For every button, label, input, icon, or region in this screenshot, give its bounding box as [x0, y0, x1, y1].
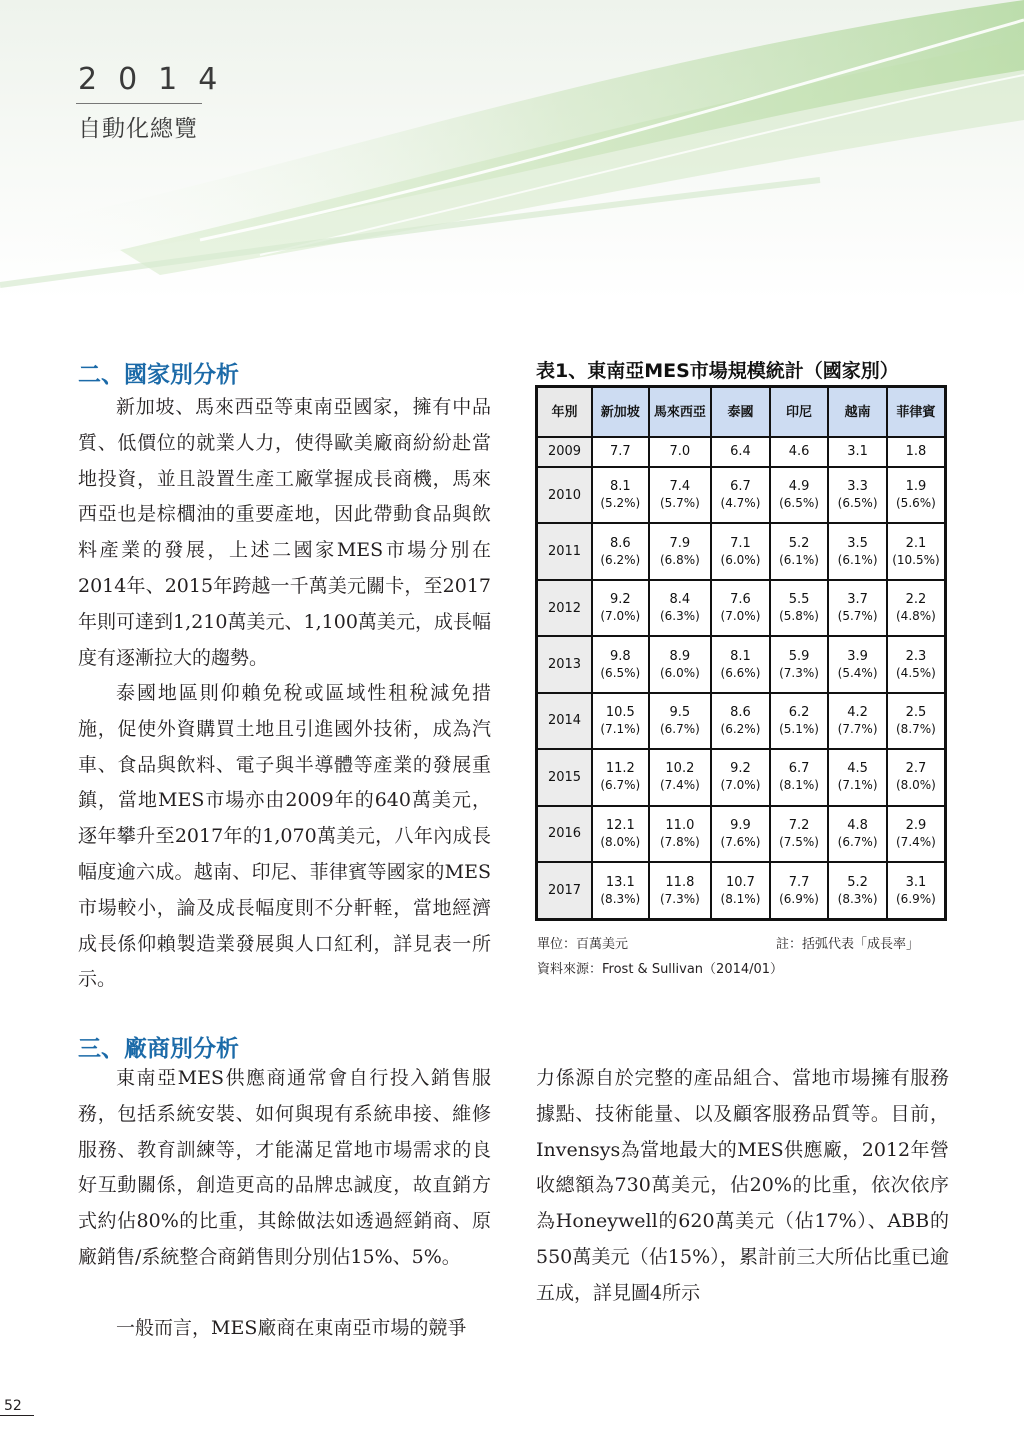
- cell-value: 2.9: [905, 817, 927, 833]
- table-cell: [828, 580, 887, 636]
- table-cell: [770, 636, 829, 692]
- table-cell: [887, 749, 946, 805]
- table-cell: [592, 437, 649, 467]
- cell-value: 7.9: [669, 535, 691, 551]
- cell-growth-rate: (5.8%): [779, 609, 819, 624]
- table-cell: [649, 437, 712, 467]
- table-cell: [770, 693, 829, 749]
- cell-value: 4.5: [847, 761, 868, 777]
- cell-value: 10.7: [725, 874, 755, 890]
- cell-growth-rate: (8.0%): [600, 834, 641, 849]
- cell-value: 3.9: [847, 648, 868, 664]
- table-cell: [592, 693, 649, 749]
- table-cell: [828, 437, 887, 467]
- cell-growth-rate: (6.2%): [720, 721, 761, 736]
- table-cell: [592, 523, 649, 579]
- section3-paragraph-1: 東南亞MES供應商通常會自行投入銷售服務，包括系統安裝、如何與現有系統串接、維修服務、教育訓練等，才能滿足當地市場需求的良好互動關係，創造更高的品牌忠誠度，故直銷方式約佔80%的比重，其餘做法如透過經銷商、原廠銷售/系統整合商銷售則分別佔15%、5%。: [78, 1067, 491, 1268]
- cell-growth-rate: (8.3%): [600, 891, 641, 906]
- table-cell-year: 2010: [537, 467, 593, 523]
- table-caption: 表1、東南亞MES市場規模統計（國家別）: [536, 360, 899, 382]
- cell-growth-rate: (7.1%): [600, 721, 641, 736]
- cell-value: 8.9: [669, 648, 691, 664]
- cell-value: 6.7: [788, 761, 810, 777]
- section3-paragraph-continued: 力係源自於完整的產品組合、當地市場擁有服務據點、技術能量、以及顧客服務品質等。目前，Invensys為當地最大的MES供應廠，2012年營收總額為730萬美元，佔20%的比重，依次依序為Honeywell的620萬美元（佔17%）、ABB的550萬美元（佔15%），累計前三大所佔比重已逾五成，詳見圖4所示: [536, 1067, 949, 1304]
- table-row: [537, 523, 946, 579]
- table-cell: [887, 806, 946, 862]
- cell-growth-rate: (5.2%): [600, 496, 641, 511]
- table-cell: [711, 806, 770, 862]
- cell-value: 4.2: [847, 704, 868, 720]
- header-divider: [76, 103, 202, 104]
- table-cell: [649, 749, 712, 805]
- table-body: [537, 437, 946, 920]
- cell-growth-rate: (6.2%): [600, 552, 641, 567]
- cell-value: 2.5: [905, 704, 927, 720]
- cell-growth-rate: (7.0%): [720, 778, 761, 793]
- cell-growth-rate: (8.1%): [779, 778, 819, 793]
- cell-growth-rate: (8.7%): [896, 721, 936, 736]
- table-cell-year: 2012: [537, 580, 593, 636]
- table-row: [537, 580, 946, 636]
- cell-growth-rate: (7.4%): [896, 834, 936, 849]
- table-cell: [828, 636, 887, 692]
- table-cell: [592, 749, 649, 805]
- cell-value: 6.4: [730, 444, 751, 460]
- table-cell: [887, 693, 946, 749]
- table-cell-year: 2017: [537, 862, 593, 919]
- cell-growth-rate: (8.1%): [720, 891, 761, 906]
- cell-value: 8.1: [609, 479, 631, 495]
- cell-growth-rate: (7.0%): [720, 609, 761, 624]
- cell-value: 3.1: [905, 874, 927, 890]
- table-cell-year: 2011: [537, 523, 593, 579]
- cell-value: 9.9: [730, 817, 751, 833]
- cell-growth-rate: (7.6%): [720, 834, 761, 849]
- cell-growth-rate: (6.5%): [837, 496, 878, 511]
- cell-growth-rate: (7.3%): [779, 665, 819, 680]
- cell-growth-rate: (6.7%): [837, 834, 878, 849]
- table-cell: [770, 749, 829, 805]
- table-cell: [887, 862, 946, 919]
- cell-value: 7.4: [669, 479, 691, 495]
- cell-growth-rate: (4.5%): [896, 665, 936, 680]
- cell-value: 3.1: [847, 444, 868, 460]
- cell-value: 11.0: [665, 817, 695, 833]
- cell-value: 12.1: [605, 817, 635, 833]
- cell-growth-rate: (4.7%): [720, 496, 761, 511]
- header-banner: [0, 0, 1024, 300]
- cell-growth-rate: (7.8%): [659, 834, 700, 849]
- cell-growth-rate: (6.7%): [600, 778, 641, 793]
- cell-growth-rate: (5.7%): [659, 496, 700, 511]
- table-cell: [770, 580, 829, 636]
- table-cell-year: 2013: [537, 636, 593, 692]
- table-cell: [649, 862, 712, 919]
- table-cell: [770, 437, 829, 467]
- table-cell: [828, 806, 887, 862]
- table-cell: [592, 580, 649, 636]
- table-cell: [649, 636, 712, 692]
- cell-growth-rate: (7.3%): [659, 891, 700, 906]
- table-cell-year: 2014: [537, 693, 593, 749]
- cell-value: 10.2: [665, 761, 695, 777]
- cell-growth-rate: (5.4%): [837, 665, 878, 680]
- cell-value: 11.8: [665, 874, 695, 890]
- section2-heading: 二、國家別分析: [78, 362, 239, 388]
- cell-value: 2.1: [905, 535, 927, 551]
- table-cell: [711, 467, 770, 523]
- section3-heading: 三、廠商別分析: [78, 1036, 239, 1062]
- table-cell: [887, 636, 946, 692]
- table-cell: [711, 580, 770, 636]
- table-cell: [770, 467, 829, 523]
- cell-growth-rate: (4.8%): [896, 609, 936, 624]
- table-cell: [828, 467, 887, 523]
- cell-value: 1.9: [905, 479, 927, 495]
- table-cell: [592, 467, 649, 523]
- cell-growth-rate: (6.0%): [720, 552, 761, 567]
- table-cell-year: 2016: [537, 806, 593, 862]
- cell-value: 4.6: [788, 444, 810, 460]
- table-header-country: 新加坡: [592, 387, 649, 438]
- table-row: [537, 693, 946, 749]
- cell-growth-rate: (5.1%): [779, 721, 819, 736]
- cell-value: 5.2: [847, 874, 868, 890]
- table-cell: [770, 862, 829, 919]
- cell-growth-rate: (8.3%): [837, 891, 878, 906]
- table-header-row: [537, 387, 946, 438]
- table-header-country: 馬來西亞: [649, 387, 712, 438]
- table-header-country: 菲律賓: [887, 387, 946, 438]
- cell-value: 7.7: [609, 444, 631, 460]
- table-cell: [649, 523, 712, 579]
- cell-value: 7.1: [730, 535, 751, 551]
- cell-value: 9.8: [609, 648, 631, 664]
- section2-paragraph-1: 新加坡、馬來西亞等東南亞國家，擁有中品質、低價位的就業人力，使得歐美廠商紛紛赴當地投資，並且設置生產工廠掌握成長商機，馬來西亞也是棕櫚油的重要產地，因此帶動食品與飲料產業的發展，上述二國家MES市場分別在2014年、2015年跨越一千萬美元關卡，至2017年則可達到1,210萬美元、1,100萬美元，成長幅度有逐漸拉大的趨勢。: [78, 396, 491, 669]
- table-cell: [828, 693, 887, 749]
- table-cell: [828, 862, 887, 919]
- table-cell-year: 2015: [537, 749, 593, 805]
- table-cell: [711, 749, 770, 805]
- table-cell: [711, 862, 770, 919]
- cell-value: 11.2: [605, 761, 635, 777]
- cell-value: 5.9: [788, 648, 810, 664]
- cell-value: 2.7: [905, 761, 927, 777]
- table-cell: [828, 749, 887, 805]
- cell-value: 8.1: [730, 648, 751, 664]
- cell-growth-rate: (7.1%): [837, 778, 878, 793]
- cell-growth-rate: (6.1%): [779, 552, 819, 567]
- cell-value: 3.5: [847, 535, 868, 551]
- cell-value: 7.7: [788, 874, 810, 890]
- table-cell: [770, 523, 829, 579]
- cell-value: 6.2: [788, 704, 810, 720]
- cell-value: 8.6: [730, 704, 751, 720]
- cell-value: 9.2: [609, 592, 631, 608]
- cell-value: 8.6: [609, 535, 631, 551]
- cell-value: 5.5: [788, 592, 810, 608]
- table-header-country: 泰國: [711, 387, 770, 438]
- table-cell: [711, 636, 770, 692]
- table-cell: [711, 693, 770, 749]
- cell-growth-rate: (6.7%): [659, 721, 700, 736]
- cell-value: 8.4: [669, 592, 691, 608]
- section2-paragraph-2: 泰國地區則仰賴免稅或區域性租稅減免措施，促使外資購買土地且引進國外技術，成為汽車、食品與飲料、電子與半導體等產業的發展重鎮，當地MES市場亦由2009年的640萬美元，逐年攀升至2017年的1,070萬美元，八年內成長幅度逾六成。越南、印尼、菲律賓等國家的MES市場較小，論及成長幅度則不分軒輊，當地經濟成長係仰賴製造業發展與人口紅利，詳見表一所示。: [78, 682, 491, 991]
- page-number-rule: [0, 1415, 34, 1416]
- cell-growth-rate: (7.0%): [600, 609, 641, 624]
- table-cell: [592, 636, 649, 692]
- cell-value: 4.9: [788, 479, 810, 495]
- header-year: 2014: [78, 62, 239, 97]
- market-size-table: [535, 385, 947, 921]
- cell-value: 1.8: [905, 444, 927, 460]
- table-row: [537, 806, 946, 862]
- cell-growth-rate: (7.5%): [779, 834, 819, 849]
- unit-note: 單位：百萬美元: [537, 937, 629, 952]
- cell-value: 3.3: [847, 479, 868, 495]
- table-cell: [649, 693, 712, 749]
- table-cell: [887, 580, 946, 636]
- cell-growth-rate: (7.7%): [837, 721, 878, 736]
- cell-value: 7.2: [788, 817, 810, 833]
- table-row: [537, 749, 946, 805]
- cell-value: 7.0: [669, 444, 691, 460]
- table-row: [537, 862, 946, 919]
- cell-growth-rate: (6.5%): [600, 665, 641, 680]
- cell-growth-rate: (6.8%): [659, 552, 700, 567]
- cell-growth-rate: (7.4%): [659, 778, 700, 793]
- header-subtitle: 自動化總覽: [78, 116, 198, 142]
- cell-value: 6.7: [730, 479, 751, 495]
- cell-value: 9.5: [669, 704, 691, 720]
- cell-growth-rate: (6.6%): [720, 665, 761, 680]
- table-row: [537, 467, 946, 523]
- table-header-country: 印尼: [770, 387, 829, 438]
- table-row: [537, 636, 946, 692]
- cell-value: 7.6: [730, 592, 751, 608]
- table-cell: [770, 806, 829, 862]
- growth-note: 註：括弧代表「成長率」: [776, 937, 920, 952]
- table-cell: [711, 437, 770, 467]
- source-note: 資料來源：Frost & Sullivan（2014/01）: [537, 962, 784, 977]
- cell-value: 2.2: [905, 592, 927, 608]
- table-cell-year: 2009: [537, 437, 593, 467]
- cell-growth-rate: (6.3%): [659, 609, 700, 624]
- cell-value: 2.3: [905, 648, 927, 664]
- section3-paragraph-2: 一般而言，MES廠商在東南亞市場的競爭: [116, 1317, 467, 1339]
- cell-growth-rate: (5.7%): [837, 609, 878, 624]
- cell-value: 9.2: [730, 761, 751, 777]
- cell-value: 3.7: [847, 592, 868, 608]
- cell-growth-rate: (6.9%): [779, 891, 819, 906]
- cell-growth-rate: (5.6%): [896, 496, 936, 511]
- table-header-year: 年別: [537, 387, 593, 438]
- table-header-country: 越南: [828, 387, 887, 438]
- table-cell: [887, 523, 946, 579]
- cell-growth-rate: (8.0%): [896, 778, 936, 793]
- cell-growth-rate: (6.1%): [837, 552, 878, 567]
- cell-value: 4.8: [847, 817, 868, 833]
- cell-value: 10.5: [605, 704, 635, 720]
- cell-growth-rate: (6.0%): [659, 665, 700, 680]
- table-cell: [649, 467, 712, 523]
- table-cell: [887, 437, 946, 467]
- page-number: 52: [4, 1398, 22, 1414]
- table-cell: [592, 806, 649, 862]
- cell-growth-rate: (6.9%): [896, 891, 936, 906]
- table-cell: [592, 862, 649, 919]
- cell-value: 13.1: [605, 874, 635, 890]
- table-cell: [649, 580, 712, 636]
- cell-growth-rate: (6.5%): [779, 496, 819, 511]
- cell-growth-rate: (10.5%): [892, 552, 940, 567]
- table-cell: [649, 806, 712, 862]
- green-wave-decoration: [0, 0, 1024, 300]
- table-cell: [711, 523, 770, 579]
- table-cell: [828, 523, 887, 579]
- table-cell: [887, 467, 946, 523]
- cell-value: 5.2: [788, 535, 810, 551]
- table-row: [537, 437, 946, 467]
